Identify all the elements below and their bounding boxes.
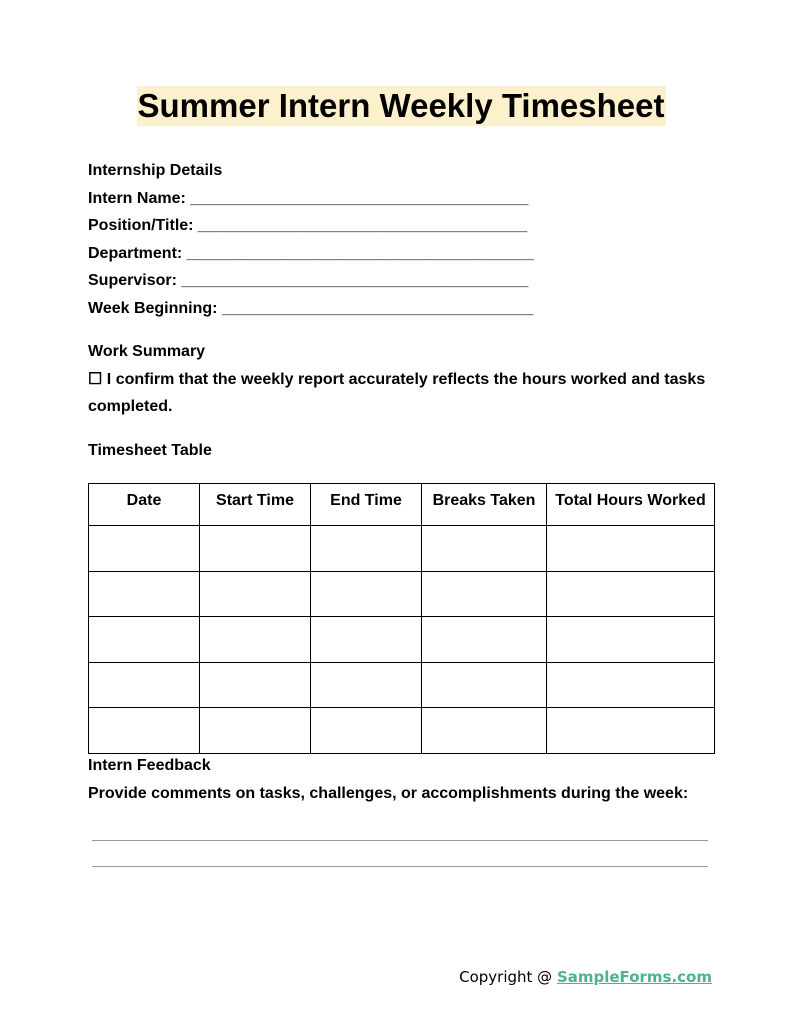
internship-details-heading: Internship Details: [88, 162, 223, 179]
column-header-total-hours: Total Hours Worked: [547, 484, 715, 526]
table-cell[interactable]: [547, 708, 715, 754]
table-row: [89, 708, 715, 754]
table-row: [89, 571, 715, 617]
table-cell[interactable]: [311, 662, 422, 708]
table-row: [89, 526, 715, 572]
table-row: [89, 662, 715, 708]
column-header-start-time: Start Time: [200, 484, 311, 526]
table-cell[interactable]: [89, 708, 200, 754]
internship-details-section: [88, 157, 714, 322]
week-beginning-field[interactable]: Week Beginning: ___________________________________: [88, 299, 534, 317]
table-cell[interactable]: [311, 571, 422, 617]
column-header-date: Date: [89, 484, 200, 526]
supervisor-field[interactable]: Supervisor: _______________________________________: [88, 272, 529, 289]
work-summary-heading: Work Summary: [88, 343, 206, 360]
table-cell[interactable]: [547, 571, 715, 617]
table-cell[interactable]: [89, 526, 200, 572]
table-cell[interactable]: [422, 662, 547, 708]
copyright-text: Copyright @: [459, 968, 557, 986]
confirm-statement: [88, 366, 714, 421]
confirm-checkbox[interactable]: ☐: [88, 370, 103, 388]
timesheet-table: [88, 483, 715, 754]
table-cell[interactable]: [200, 571, 311, 617]
table-cell[interactable]: [422, 571, 547, 617]
timesheet-heading: Timesheet Table: [88, 442, 212, 459]
position-title-field[interactable]: Position/Title: _____________________________________: [88, 217, 528, 234]
table-cell[interactable]: [200, 662, 311, 708]
column-header-end-time: End Time: [311, 484, 422, 526]
table-cell[interactable]: [200, 617, 311, 663]
table-cell[interactable]: [547, 617, 715, 663]
feedback-prompt: Provide comments on tasks, challenges, or accomplishments during the week:: [88, 784, 689, 802]
sampleforms-link[interactable]: SampleForms.com: [556, 968, 712, 986]
table-cell[interactable]: [200, 708, 311, 754]
page-title: Summer Intern Weekly Timesheet: [137, 87, 665, 124]
confirm-text: I confirm that the weekly report accurately reflects the hours worked and tasks completed.: [88, 370, 706, 415]
feedback-line[interactable]: [92, 840, 708, 841]
table-cell[interactable]: [547, 526, 715, 572]
table-cell[interactable]: [547, 662, 715, 708]
table-cell[interactable]: [311, 708, 422, 754]
table-cell[interactable]: [422, 617, 547, 663]
table-cell[interactable]: [200, 526, 311, 572]
table-cell[interactable]: [422, 708, 547, 754]
feedback-line[interactable]: [92, 866, 708, 867]
table-header-row: [89, 484, 715, 526]
feedback-heading: Intern Feedback: [88, 757, 211, 774]
intern-name-field[interactable]: Intern Name: ______________________________________: [88, 189, 529, 207]
table-cell[interactable]: [89, 617, 200, 663]
table-cell[interactable]: [311, 617, 422, 663]
timesheet-section: [88, 437, 714, 465]
department-field[interactable]: Department: _______________________________________: [88, 244, 534, 262]
table-cell[interactable]: [422, 526, 547, 572]
column-header-breaks-taken: Breaks Taken: [422, 484, 547, 526]
feedback-section: [88, 752, 714, 807]
table-cell[interactable]: [89, 571, 200, 617]
table-row: [89, 617, 715, 663]
work-summary-section: [88, 338, 714, 421]
copyright-footer: [459, 968, 712, 986]
table-cell[interactable]: [311, 526, 422, 572]
table-cell[interactable]: [89, 662, 200, 708]
